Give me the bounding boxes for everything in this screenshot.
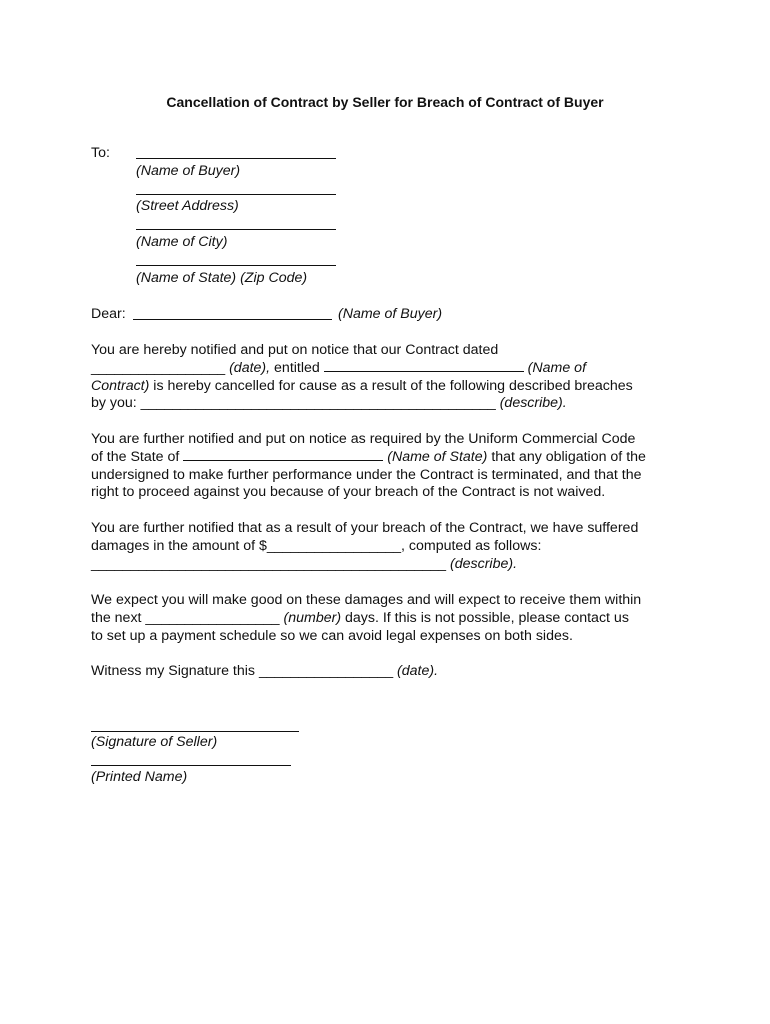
dear-name-line <box>133 319 332 320</box>
para1-line4 <box>91 395 691 413</box>
printed-name-caption: (Printed Name) <box>91 769 188 785</box>
street-address-line <box>136 194 336 195</box>
para1-line3-text: is hereby cancelled for cause as a result of the following described breaches <box>149 377 633 394</box>
witness-date-caption: (date). <box>393 663 439 679</box>
entitled-text: entitled <box>270 359 324 376</box>
state-line <box>183 449 383 461</box>
describe-caption-2: (describe). <box>446 555 518 572</box>
number-caption: (number) <box>279 609 342 626</box>
to-label: To: <box>91 145 110 161</box>
signature-caption: (Signature of Seller) <box>91 734 218 750</box>
paragraph-damages <box>91 520 691 573</box>
buyer-name-line <box>136 158 336 159</box>
para2-line1: You are further notified and put on notice as required by the Uniform Commercial Code <box>91 431 636 447</box>
state-caption: (Name of State) <box>383 448 488 465</box>
city-caption: (Name of City) <box>136 234 228 250</box>
dear-label: Dear: <box>91 306 126 322</box>
para2-line4: right to proceed against you because of your breach of the Contract is not waived. <box>91 484 606 501</box>
computation-blank: _____________________________________________ <box>91 555 447 572</box>
para3-line3 <box>91 556 691 574</box>
printed-name-line <box>91 765 291 766</box>
witness-text: Witness my Signature this _________________ <box>91 663 394 679</box>
paragraph-payment <box>91 592 691 645</box>
witness-line <box>91 663 438 679</box>
para3-line1: You are further notified that as a result of your breach of the Contract, we have suffered <box>91 520 639 536</box>
para2-line2 <box>91 449 691 467</box>
describe-caption: (describe). <box>495 395 567 412</box>
para4-line2 <box>91 610 691 628</box>
para4-line2-rest: days. If this is not possible, please contact us <box>341 609 629 626</box>
state-zip-caption: (Name of State) (Zip Code) <box>136 270 308 286</box>
para4-line3: to set up a payment schedule so we can avoid legal expenses on both sides. <box>91 627 573 644</box>
contract-name-caption: (Name of <box>523 359 587 376</box>
signature-line <box>91 731 299 732</box>
para3-line2: damages in the amount of $_________________, computed as follows: <box>91 537 542 554</box>
breaches-blank: by you: _____________________________________________ <box>91 395 496 412</box>
para2-line2-start: of the State of <box>91 448 184 465</box>
state-zip-line <box>136 265 336 266</box>
para2-line2-rest: that any obligation of the <box>487 448 646 465</box>
para1-line1: You are hereby notified and put on notice that our Contract dated <box>91 342 499 358</box>
paragraph-notice <box>91 342 691 413</box>
dear-name-caption: (Name of Buyer) <box>338 306 443 322</box>
date-blank: _________________ <box>91 359 226 376</box>
buyer-name-caption: (Name of Buyer) <box>136 163 241 179</box>
paragraph-ucc <box>91 431 691 502</box>
contract-name-line <box>324 360 524 372</box>
para4-line1: We expect you will make good on these damages and will expect to receive them within <box>91 592 642 608</box>
para2-line3: undersigned to make further performance under the Contract is terminated, and that the <box>91 466 642 483</box>
days-blank: the next _________________ <box>91 609 280 626</box>
para1-line2 <box>91 360 691 378</box>
street-address-caption: (Street Address) <box>136 198 239 214</box>
date-caption: (date), <box>225 359 271 376</box>
city-line <box>136 229 336 230</box>
document-title: Cancellation of Contract by Seller for Breach of Contract of Buyer <box>166 94 604 110</box>
para1-line3 <box>91 378 691 396</box>
contract-caption: Contract) <box>91 377 150 394</box>
